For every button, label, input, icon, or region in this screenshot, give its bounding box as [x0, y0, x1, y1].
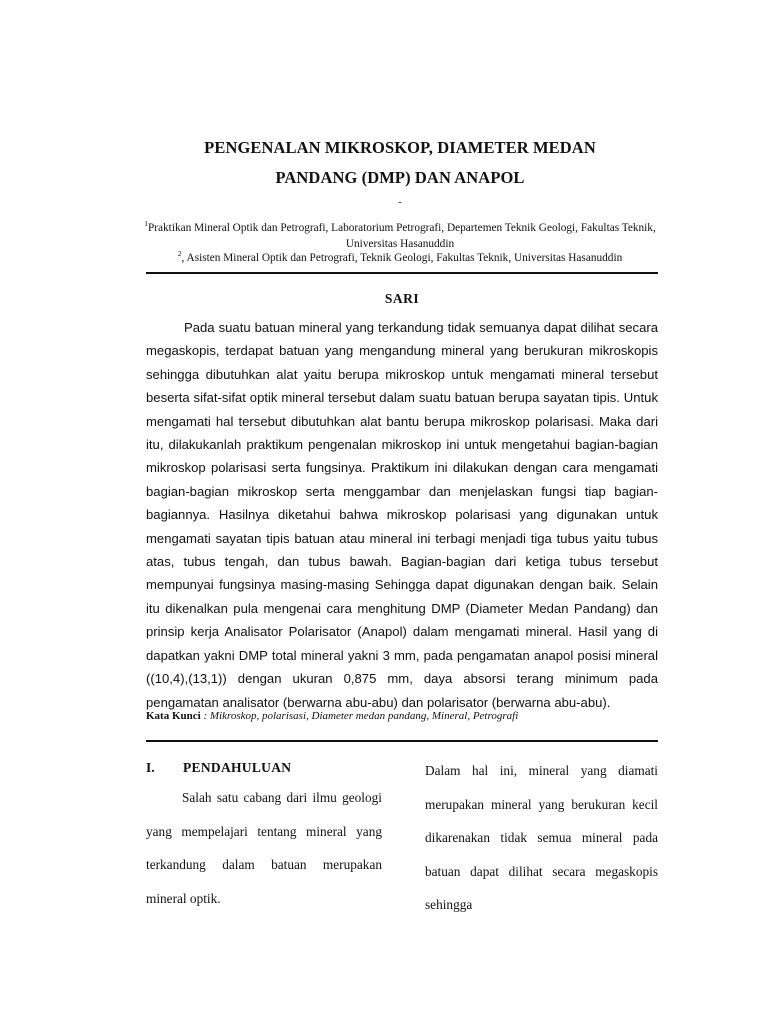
section-title: PENDAHULUAN: [183, 760, 292, 775]
affiliation-1-text: Praktikan Mineral Optik dan Petrografi, Laboratorium Petrografi, Departemen Teknik Geologi, Fakultas Teknik, Universitas Hasanuddin: [147, 221, 656, 250]
keywords-label: Kata Kunci: [146, 710, 201, 722]
paper-title-line-1: PENGENALAN MIKROSKOP, DIAMETER MEDAN: [204, 138, 596, 157]
author-separator: -: [398, 196, 402, 208]
affiliation-2-marker: 2: [177, 249, 182, 258]
intro-left-column: Salah satu cabang dari ilmu geologi yang mempelajari tentang mineral yang terkandung dalam batuan merupakan mineral optik.: [146, 790, 382, 906]
affiliation-2: [140, 246, 660, 266]
header-divider: [146, 272, 658, 274]
keywords-text: : Mikroskop, polarisasi, Diameter medan pandang, Mineral, Petrografi: [200, 710, 519, 722]
abstract-body: Pada suatu batuan mineral yang terkandung tidak semuanya dapat dilihat secara megaskopis, terdapat batuan yang mengandung mineral yang berukuran mikroskopis sehingga dibutuhkan alat yaitu berupa mikroskop untuk mengamati mineral tersebut beserta sifat-sifat optik mineral tersebut dalam suatu batuan berupa sayatan tipis. Untuk mengamati hal tersebut dibutuhkan alat bantu berupa mikroskop polarisasi. Maka dari itu, dilakukanlah praktikum pengenalan mikroskop ini untuk mengetahui bagian-bagian mikroskop polarisasi serta fungsinya. Praktikum ini dilakukan dengan cara mengamati bagian-bagian mikroskop serta menggambar dan menjelaskan fungsi tiap bagian-bagiannya. Hasilnya diketahui bahwa mikroskop polarisasi yang digunakan untuk mengamati sayatan tipis batuan atau mineral ini terbagi menjadi tiga tubus yaitu tubus atas, tubus tengah, dan tubus bawah. Bagian-bagian dari ketiga tubus tersebut mempunyai fungsinya masing-masing Sehingga dapat digunakan dengan baik. Selain itu dikenalkan pula mengenai cara menghitung DMP (Diameter Medan Pandang) dan prinsip kerja Analisator Polarisator (Anapol) dalam mengamati mineral. Hasil yang di dapatkan yakni DMP total mineral yakni 3 mm, pada pengamatan anapol posisi mineral ((10,4),(13,1)) dengan ukuran 0,875 mm, daya absorsi terang minimum pada pengamatan analisator (berwarna abu-abu) dan polarisator (berwarna abu-abu).: [146, 320, 658, 710]
abstract-divider: [146, 740, 658, 742]
paper-title-line-2: PANDANG (DMP) DAN ANAPOL: [275, 168, 525, 187]
affiliation-1-marker: 1: [144, 219, 148, 228]
abstract-heading: SARI: [384, 291, 420, 306]
keywords: [146, 708, 658, 724]
intro-right-column: Dalam hal ini, mineral yang diamati merupakan mineral yang berukuran kecil dikarenakan tidak semua mineral pada batuan dapat dilihat secara megaskopis sehingga: [425, 763, 658, 912]
section-number: I.: [146, 760, 155, 775]
affiliation-2-text: , Asisten Mineral Optik dan Petrografi, Teknik Geologi, Fakultas Teknik, Universitas Hasanuddin: [181, 251, 623, 264]
